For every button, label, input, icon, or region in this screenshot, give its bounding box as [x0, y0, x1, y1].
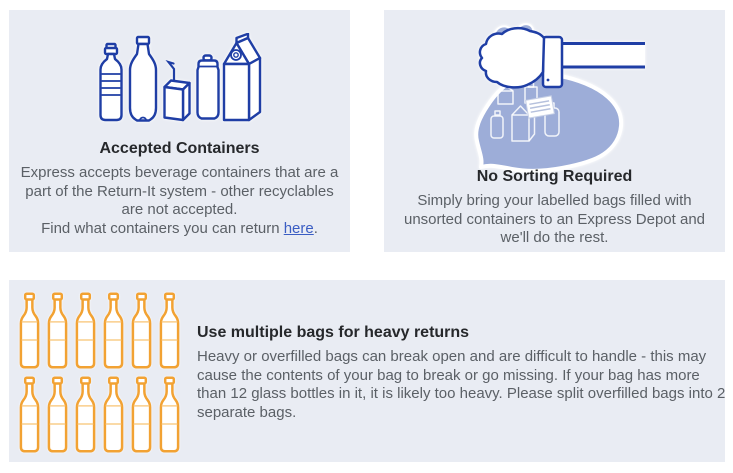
glass-bottle-icon: [131, 375, 152, 454]
bag-in-hand-icon: [470, 23, 645, 173]
multiple-bags-text-block: [197, 324, 729, 422]
beverage-containers-icon: [92, 33, 267, 125]
no-sorting-card: [384, 10, 725, 252]
glass-bottles-icon: [19, 291, 187, 454]
no-sorting-body: Simply bring your labelled bags filled with unsorted containers to an Express Depot and we'll do the rest.: [403, 192, 706, 246]
glass-bottle-icon: [103, 375, 124, 454]
find-containers-suffix: .: [313, 219, 318, 237]
accepted-containers-card: [9, 10, 350, 252]
glass-bottle-icon: [75, 375, 96, 454]
glass-bottle-icon: [19, 291, 40, 370]
accepted-body-text: Express accepts beverage containers that are a part of the Return-It system - other recyclables are not accepted.: [20, 164, 339, 218]
no-sorting-text-block: [384, 168, 725, 248]
accepted-containers-title: Accepted Containers: [99, 140, 260, 157]
glass-bottle-icon: [131, 291, 152, 370]
here-link[interactable]: here: [283, 219, 314, 237]
no-sorting-title: No Sorting Required: [476, 168, 633, 185]
glass-bottle-icon: [47, 375, 68, 454]
glass-bottle-icon: [159, 375, 180, 454]
multiple-bags-title: Use multiple bags for heavy returns: [197, 324, 470, 341]
find-containers-text: Find what containers you can return: [41, 219, 284, 237]
multiple-bags-card: [9, 280, 725, 462]
glass-bottle-icon: [159, 291, 180, 370]
glass-bottle-icon: [19, 375, 40, 454]
multiple-bags-body: Heavy or overfilled bags can break open and are difficult to handle - this may cause the contents of your bag to break or go missing. If your bag has more than 12 glass bottles in it, it is likely too heavy. Please split overfilled bags into 2 separate bags.: [197, 348, 726, 421]
glass-bottle-icon: [103, 291, 124, 370]
accepted-containers-body: [19, 164, 341, 238]
glass-bottle-icon: [47, 291, 68, 370]
glass-bottle-icon: [75, 291, 96, 370]
